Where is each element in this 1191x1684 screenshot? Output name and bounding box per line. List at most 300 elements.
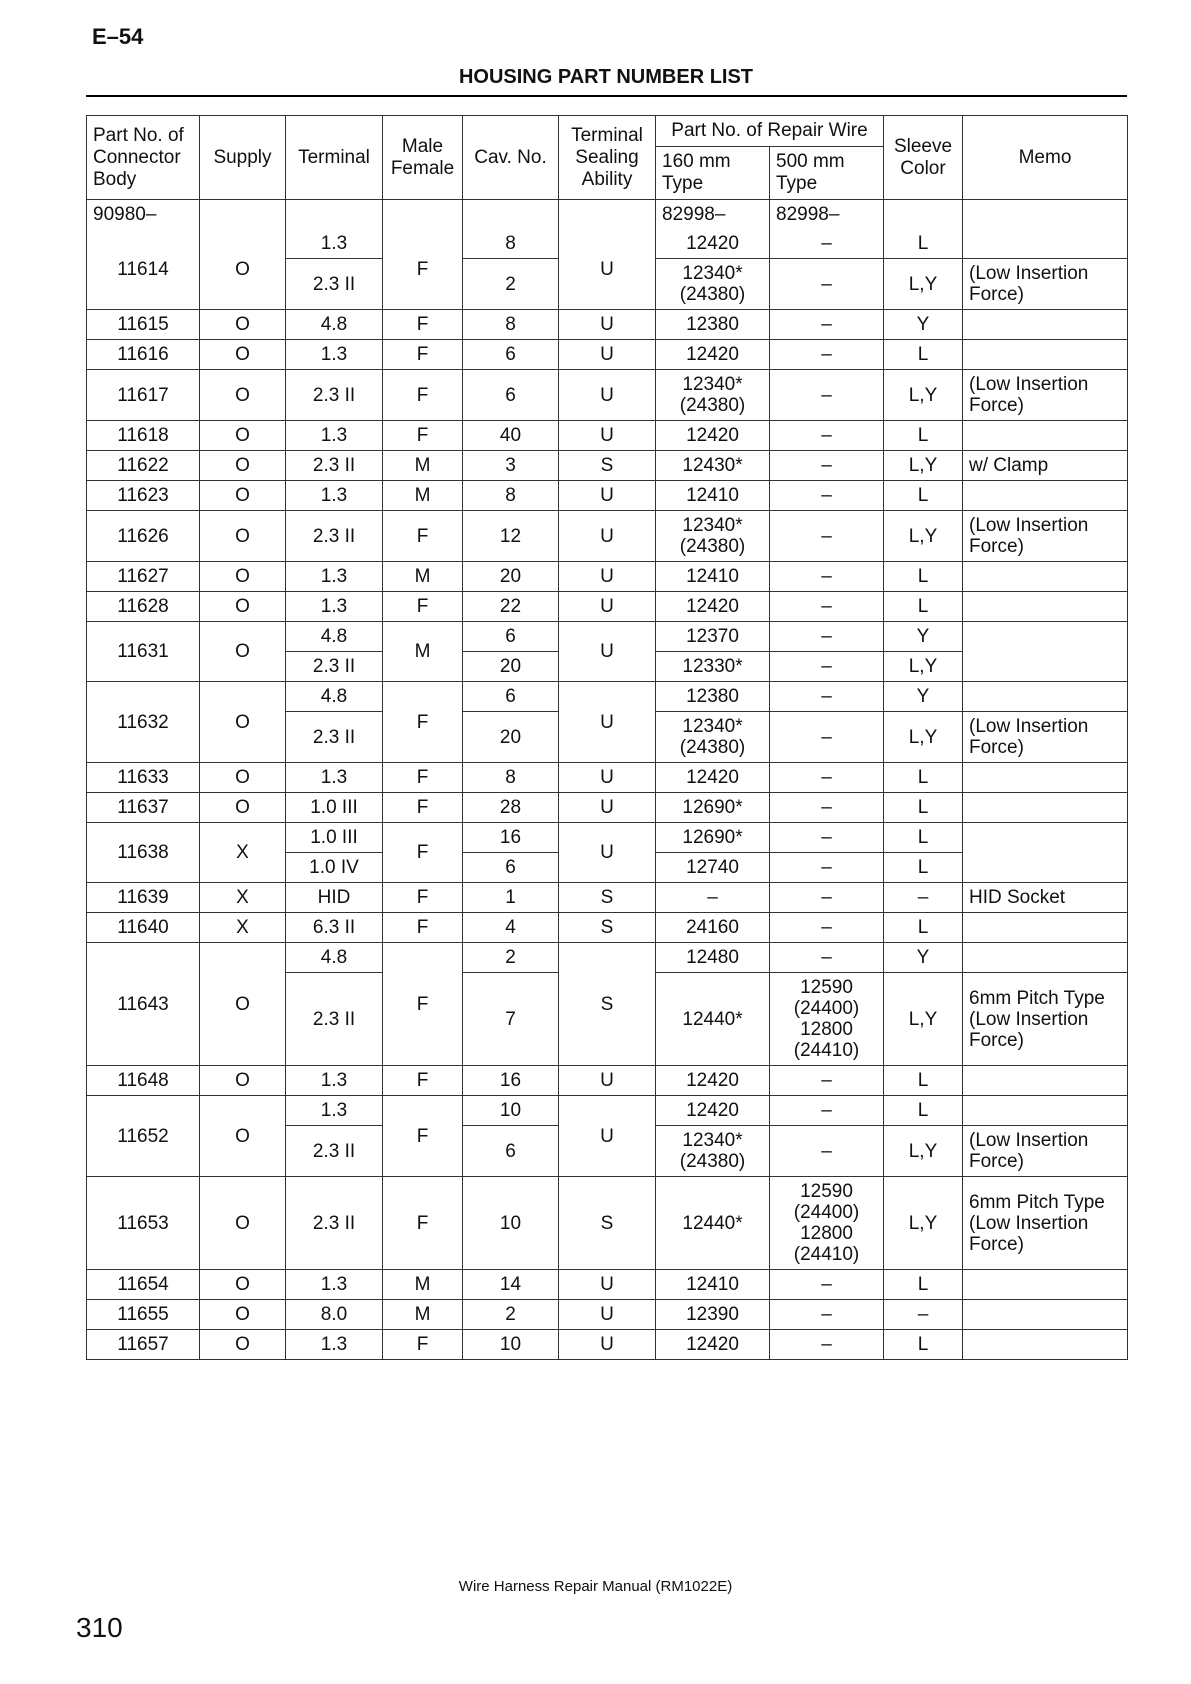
sleeve-color-cell: L [884,1330,963,1360]
cav-no-cell: 3 [463,451,559,481]
wire-500-cell: – [770,259,884,310]
header-part-no: Part No. of Connector Body [87,116,200,200]
cav-no-cell: 8 [463,310,559,340]
terminal-cell: 2.3 II [286,511,383,562]
table-row [87,229,1128,259]
sealing-cell: S [559,943,656,1066]
part-no-cell: 11633 [87,763,200,793]
cav-no-cell: 2 [463,1300,559,1330]
sleeve-color-cell: Y [884,622,963,652]
part-no-cell: 11631 [87,622,200,682]
memo-cell: (Low Insertion Force) [963,511,1128,562]
table-body [87,200,1128,1360]
sealing-cell: U [559,1096,656,1177]
male-female-cell: F [383,913,463,943]
housing-part-table [86,115,1128,1360]
wire-500-cell: – [770,853,884,883]
wire-160-cell: 12340* (24380) [656,259,770,310]
wire-160-cell: 12440* [656,1177,770,1270]
male-female-cell: F [383,229,463,310]
part-no-cell: 11638 [87,823,200,883]
sealing-cell: S [559,451,656,481]
wire-500-cell: – [770,943,884,973]
part-no-cell: 11643 [87,943,200,1066]
sleeve-color-cell: L [884,562,963,592]
wire160-prefix: 82998– [656,200,770,230]
cav-no-cell: 8 [463,763,559,793]
sleeve-color-cell: L,Y [884,451,963,481]
male-female-cell: M [383,622,463,682]
wire-160-cell: 12410 [656,481,770,511]
cav-no-cell: 20 [463,562,559,592]
wire-500-cell: – [770,622,884,652]
cav-no-cell: 22 [463,592,559,622]
supply-cell: O [200,370,286,421]
wire-500-cell: – [770,562,884,592]
male-female-cell: F [383,943,463,1066]
male-female-cell: M [383,1270,463,1300]
male-female-cell: F [383,421,463,451]
cav-no-cell: 4 [463,913,559,943]
sleeve-color-cell: L [884,1066,963,1096]
sealing-cell: U [559,763,656,793]
cav-no-cell: 6 [463,340,559,370]
memo-cell [963,421,1128,451]
part-no-cell: 11618 [87,421,200,451]
supply-cell: O [200,1330,286,1360]
cav-no-cell: 1 [463,883,559,913]
male-female-cell: F [383,763,463,793]
cav-no-cell: 12 [463,511,559,562]
terminal-cell: 2.3 II [286,370,383,421]
wire-160-cell: 12380 [656,310,770,340]
part-no-cell: 11640 [87,913,200,943]
terminal-cell: 1.3 [286,421,383,451]
sleeve-color-cell: L,Y [884,1177,963,1270]
wire-160-cell: 12420 [656,1096,770,1126]
header-terminal: Terminal [286,116,383,200]
supply-cell: X [200,883,286,913]
supply-cell: O [200,481,286,511]
memo-cell [963,310,1128,340]
wire-160-cell: 12420 [656,340,770,370]
memo-cell: 6mm Pitch Type (Low Insertion Force) [963,1177,1128,1270]
table-row [87,340,1128,370]
supply-cell: O [200,1270,286,1300]
supply-cell: X [200,913,286,943]
cav-no-cell: 10 [463,1330,559,1360]
wire-500-cell: 12590 (24400) 12800 (24410) [770,973,884,1066]
sealing-cell: U [559,229,656,310]
wire-500-cell: – [770,340,884,370]
memo-cell: (Low Insertion Force) [963,712,1128,763]
sleeve-color-cell: L [884,823,963,853]
memo-cell [963,229,1128,259]
title-rule [86,95,1127,97]
table-row [87,793,1128,823]
header-sealing-ability: Terminal Sealing Ability [559,116,656,200]
wire-500-cell: – [770,511,884,562]
terminal-cell: 1.3 [286,562,383,592]
sleeve-color-cell: L [884,481,963,511]
terminal-cell: 1.0 III [286,823,383,853]
wire-500-cell: – [770,229,884,259]
memo-cell [963,913,1128,943]
table-row [87,913,1128,943]
sealing-cell: U [559,682,656,763]
sealing-cell: S [559,913,656,943]
wire-500-cell: – [770,421,884,451]
sleeve-color-cell: L [884,763,963,793]
male-female-cell: F [383,682,463,763]
cav-no-cell: 7 [463,973,559,1066]
table-row [87,943,1128,973]
supply-cell: X [200,823,286,883]
terminal-cell: 2.3 II [286,973,383,1066]
terminal-cell: 4.8 [286,622,383,652]
header-supply: Supply [200,116,286,200]
wire-160-cell: – [656,883,770,913]
part-no-cell: 11626 [87,511,200,562]
supply-cell: O [200,622,286,682]
wire-500-cell: – [770,370,884,421]
cav-no-cell: 20 [463,652,559,682]
table-row [87,421,1128,451]
table-row [87,310,1128,340]
terminal-cell: 2.3 II [286,1126,383,1177]
memo-cell: w/ Clamp [963,451,1128,481]
terminal-cell: 2.3 II [286,259,383,310]
cav-no-cell: 16 [463,823,559,853]
wire-500-cell: – [770,652,884,682]
part-no-cell: 11653 [87,1177,200,1270]
sealing-cell: U [559,481,656,511]
terminal-cell: 2.3 II [286,1177,383,1270]
male-female-cell: M [383,481,463,511]
wire-160-cell: 12410 [656,1270,770,1300]
part-no-cell: 11657 [87,1330,200,1360]
header-cav-no: Cav. No. [463,116,559,200]
supply-cell: O [200,1177,286,1270]
table-row [87,1177,1128,1270]
wire-500-cell: – [770,1330,884,1360]
terminal-cell: HID [286,883,383,913]
wire-160-cell: 12690* [656,823,770,853]
male-female-cell: F [383,1330,463,1360]
sleeve-color-cell: L [884,793,963,823]
table-row [87,1330,1128,1360]
cav-no-cell: 10 [463,1177,559,1270]
cav-no-cell: 6 [463,682,559,712]
wire-500-cell: – [770,451,884,481]
wire-160-cell: 12340* (24380) [656,712,770,763]
male-female-cell: M [383,1300,463,1330]
supply-cell: O [200,421,286,451]
supply-cell: O [200,682,286,763]
footer-manual-title: Wire Harness Repair Manual (RM1022E) [458,1578,733,1595]
memo-cell [963,1330,1128,1360]
page-title: HOUSING PART NUMBER LIST [458,66,754,88]
memo-cell [963,340,1128,370]
prefix-row [87,200,1128,230]
cav-no-cell: 40 [463,421,559,451]
supply-cell: O [200,1096,286,1177]
male-female-cell: F [383,340,463,370]
table-row [87,1096,1128,1126]
part-no-cell: 11652 [87,1096,200,1177]
memo-cell [963,592,1128,622]
cav-no-cell: 6 [463,853,559,883]
sealing-cell: U [559,421,656,451]
sealing-cell: U [559,562,656,592]
sealing-cell: U [559,1330,656,1360]
cav-no-cell: 2 [463,259,559,310]
cav-no-cell: 16 [463,1066,559,1096]
sealing-cell: U [559,340,656,370]
page-code: E–54 [92,24,144,49]
part-no-cell: 11622 [87,451,200,481]
wire-160-cell: 12690* [656,793,770,823]
wire500-prefix: 82998– [770,200,884,230]
male-female-cell: F [383,1096,463,1177]
male-female-cell: F [383,370,463,421]
wire-160-cell: 12340* (24380) [656,511,770,562]
memo-cell [963,793,1128,823]
part-no-cell: 11615 [87,310,200,340]
sealing-cell: U [559,1270,656,1300]
wire-160-cell: 12410 [656,562,770,592]
sleeve-color-cell: L,Y [884,1126,963,1177]
supply-cell: O [200,763,286,793]
wire-160-cell: 12370 [656,622,770,652]
terminal-cell: 6.3 II [286,913,383,943]
wire-160-cell: 12420 [656,229,770,259]
memo-cell [963,763,1128,793]
terminal-cell: 1.3 [286,1330,383,1360]
supply-cell: O [200,340,286,370]
part-no-cell: 11648 [87,1066,200,1096]
sleeve-color-cell: Y [884,682,963,712]
wire-500-cell: – [770,1066,884,1096]
memo-cell [963,562,1128,592]
table-row [87,883,1128,913]
sleeve-color-cell: L,Y [884,652,963,682]
sleeve-color-cell: L,Y [884,973,963,1066]
wire-500-cell: – [770,682,884,712]
table-row [87,592,1128,622]
terminal-cell: 4.8 [286,310,383,340]
table-row [87,562,1128,592]
wire-500-cell: – [770,310,884,340]
part-no-cell: 11637 [87,793,200,823]
header-memo: Memo [963,116,1128,200]
cav-no-cell: 8 [463,229,559,259]
male-female-cell: F [383,310,463,340]
part-no-cell: 11654 [87,1270,200,1300]
wire-500-cell: – [770,1126,884,1177]
part-no-cell: 11616 [87,340,200,370]
supply-cell: O [200,943,286,1066]
header-sleeve-color: Sleeve Color [884,116,963,200]
male-female-cell: F [383,793,463,823]
sleeve-color-cell: L [884,340,963,370]
supply-cell: O [200,310,286,340]
header-160mm-type: 160 mm Type [656,147,770,200]
terminal-cell: 1.3 [286,481,383,511]
wire-500-cell: – [770,1096,884,1126]
supply-cell: O [200,793,286,823]
sleeve-color-cell: L,Y [884,259,963,310]
sleeve-color-cell: L [884,592,963,622]
memo-cell [963,682,1128,712]
memo-cell: (Low Insertion Force) [963,1126,1128,1177]
sealing-cell: U [559,310,656,340]
male-female-cell: F [383,592,463,622]
wire-500-cell: – [770,763,884,793]
cav-no-cell: 2 [463,943,559,973]
cav-no-cell: 20 [463,712,559,763]
cav-no-cell: 6 [463,622,559,652]
memo-cell: (Low Insertion Force) [963,370,1128,421]
wire-500-cell: – [770,592,884,622]
sleeve-color-cell: L [884,421,963,451]
wire-160-cell: 12340* (24380) [656,370,770,421]
table-row [87,370,1128,421]
wire-500-cell: – [770,1300,884,1330]
terminal-cell: 1.3 [286,592,383,622]
sleeve-color-cell: L,Y [884,712,963,763]
wire-500-cell: – [770,913,884,943]
cav-no-cell: 6 [463,1126,559,1177]
sealing-cell: U [559,1300,656,1330]
sealing-cell: U [559,370,656,421]
wire-500-cell: – [770,1270,884,1300]
terminal-cell: 4.8 [286,682,383,712]
part-no-cell: 11627 [87,562,200,592]
wire-160-cell: 12480 [656,943,770,973]
wire-160-cell: 12420 [656,592,770,622]
wire-500-cell: 12590 (24400) 12800 (24410) [770,1177,884,1270]
cav-no-cell: 6 [463,370,559,421]
sealing-cell: U [559,823,656,883]
terminal-cell: 1.0 IV [286,853,383,883]
supply-cell: O [200,592,286,622]
cav-no-cell: 8 [463,481,559,511]
wire-500-cell: – [770,883,884,913]
terminal-cell: 1.3 [286,229,383,259]
terminal-cell: 2.3 II [286,712,383,763]
wire-160-cell: 12420 [656,1330,770,1360]
male-female-cell: F [383,1066,463,1096]
wire-160-cell: 12420 [656,421,770,451]
wire-500-cell: – [770,793,884,823]
wire-160-cell: 12420 [656,1066,770,1096]
supply-cell: O [200,1300,286,1330]
terminal-cell: 2.3 II [286,451,383,481]
table-row [87,451,1128,481]
cav-no-cell: 14 [463,1270,559,1300]
wire-160-cell: 12420 [656,763,770,793]
sealing-cell: U [559,793,656,823]
wire-160-cell: 12340* (24380) [656,1126,770,1177]
terminal-cell: 2.3 II [286,652,383,682]
sealing-cell: U [559,622,656,682]
table-row [87,682,1128,712]
table-row [87,1066,1128,1096]
sleeve-color-cell: L [884,1270,963,1300]
table-row [87,481,1128,511]
cav-no-cell: 10 [463,1096,559,1126]
memo-cell [963,943,1128,973]
male-female-cell: F [383,823,463,883]
sleeve-color-cell: Y [884,943,963,973]
header-male-female: Male Female [383,116,463,200]
wire-160-cell: 24160 [656,913,770,943]
sealing-cell: S [559,1177,656,1270]
table-row [87,511,1128,562]
part-no-cell: 11623 [87,481,200,511]
supply-cell: O [200,229,286,310]
male-female-cell: M [383,451,463,481]
memo-cell [963,1300,1128,1330]
part-no-cell: 11632 [87,682,200,763]
part-no-cell: 11628 [87,592,200,622]
table-row [87,622,1128,652]
terminal-cell: 8.0 [286,1300,383,1330]
sleeve-color-cell: L,Y [884,370,963,421]
sealing-cell: U [559,1066,656,1096]
table-row [87,1270,1128,1300]
terminal-cell: 1.3 [286,1096,383,1126]
terminal-cell: 1.3 [286,1066,383,1096]
male-female-cell: M [383,562,463,592]
header-repair-wire: Part No. of Repair Wire [656,116,884,147]
sleeve-color-cell: – [884,1300,963,1330]
sleeve-color-cell: L,Y [884,511,963,562]
sleeve-color-cell: L [884,913,963,943]
wire-160-cell: 12330* [656,652,770,682]
male-female-cell: F [383,511,463,562]
part-prefix: 90980– [87,200,200,230]
terminal-cell: 1.3 [286,763,383,793]
wire-160-cell: 12740 [656,853,770,883]
male-female-cell: F [383,1177,463,1270]
memo-cell [963,1270,1128,1300]
memo-cell: 6mm Pitch Type (Low Insertion Force) [963,973,1128,1066]
part-no-cell: 11639 [87,883,200,913]
supply-cell: O [200,562,286,592]
memo-cell [963,1096,1128,1126]
wire-160-cell: 12430* [656,451,770,481]
part-no-cell: 11617 [87,370,200,421]
memo-cell: HID Socket [963,883,1128,913]
supply-cell: O [200,451,286,481]
terminal-cell: 1.3 [286,1270,383,1300]
supply-cell: O [200,1066,286,1096]
memo-cell [963,622,1128,682]
terminal-cell: 1.3 [286,340,383,370]
male-female-cell: F [383,883,463,913]
sleeve-color-cell: L [884,229,963,259]
terminal-cell: 1.0 III [286,793,383,823]
sealing-cell: U [559,511,656,562]
wire-160-cell: 12390 [656,1300,770,1330]
header-500mm-type: 500 mm Type [770,147,884,200]
supply-cell: O [200,511,286,562]
wire-500-cell: – [770,481,884,511]
wire-500-cell: – [770,712,884,763]
memo-cell [963,1066,1128,1096]
